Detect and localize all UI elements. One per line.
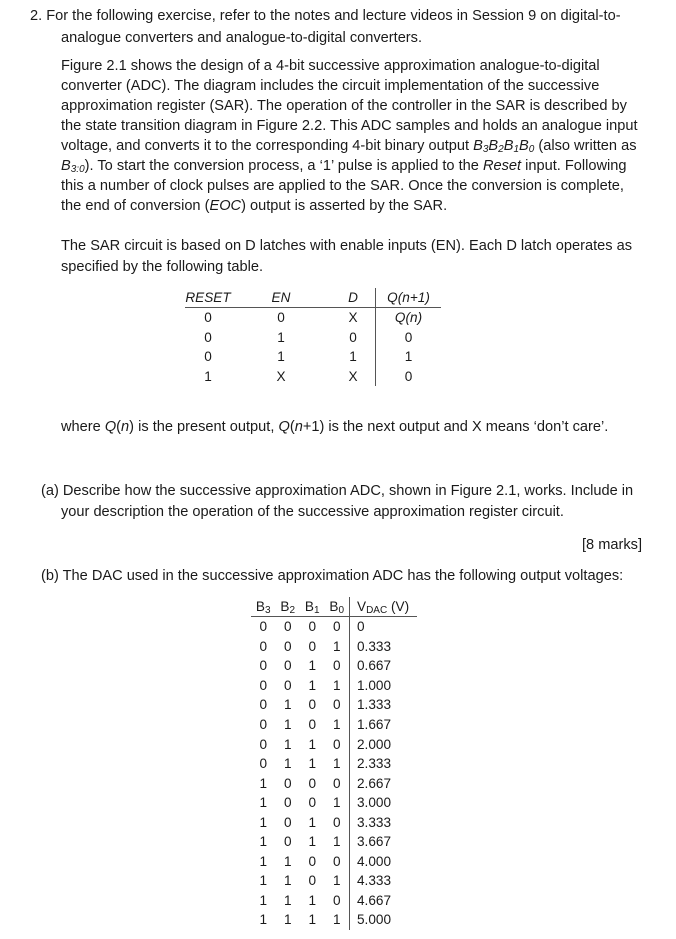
bit-cell: 0 [308, 873, 317, 889]
table-row [251, 871, 417, 891]
table-row [251, 793, 417, 813]
bit-cell: 1 [259, 853, 268, 869]
dac-body [251, 617, 417, 930]
intro-line: the end of conversion (EOC) output is asserted by the SAR. [61, 198, 448, 214]
table-row [251, 891, 417, 911]
bit-cell: 1 [332, 677, 341, 693]
bit-cell: 1 [308, 736, 317, 752]
latch-header: RESET [185, 288, 231, 308]
bit-cell: 0 [332, 775, 341, 791]
bit-cell: 1 [283, 912, 292, 928]
bit-cell: 0 [332, 697, 341, 713]
voltage-cell: 3.333 [350, 812, 418, 832]
bit-cell: 0 [259, 638, 268, 654]
bit-cell: 0 [332, 853, 341, 869]
bit-cell: 0 [283, 619, 292, 635]
intro-line: Figure 2.1 shows the design of a 4-bit successive approximation analogue-to-digital [61, 58, 600, 74]
d-latch-truth-table [185, 288, 441, 386]
bit-cell: 1 [332, 873, 341, 889]
bit-cell: 0 [259, 756, 268, 772]
bit-cell: 1 [308, 912, 317, 928]
bit-cell: 1 [259, 912, 268, 928]
table-row [251, 852, 417, 872]
table-row [251, 832, 417, 852]
bit-cell: 0 [308, 775, 317, 791]
dac-output-table [251, 597, 417, 930]
latch-intro-line: specified by the following table. [61, 259, 264, 275]
dac-header-b1: $B_1$ [300, 597, 325, 617]
latch-header: D [331, 288, 376, 308]
bit-cell: 0 [332, 814, 341, 830]
voltage-cell: 0 [350, 617, 418, 637]
bit-cell: 0 [283, 834, 292, 850]
part-b-line: (b) The DAC used in the successive approximation ADC has the following output voltages: [41, 568, 624, 584]
table-row [251, 812, 417, 832]
dac-header-vdac: $V_{DAC}$ (V) [350, 597, 418, 617]
bit-cell: 1 [308, 677, 317, 693]
question-number-line: 2. For the following exercise, refer to the notes and lecture videos in Session 9 on digital-to- [30, 8, 621, 24]
bit-cell: 0 [308, 638, 317, 654]
latch-header: EN [231, 288, 331, 308]
table-row [251, 773, 417, 793]
bus-b30: $B_{3:0}$ [61, 158, 85, 175]
dac-header-b2: $B_2$ [276, 597, 301, 617]
voltage-cell: 3.667 [350, 832, 418, 852]
bit-cell: 0 [259, 717, 268, 732]
latch-intro-line: The SAR circuit is based on D latches with enable inputs (EN). Each D latch operates as [61, 238, 633, 254]
table-row [251, 734, 417, 754]
bit-cell: 1 [259, 892, 268, 908]
bit-cell: 1 [283, 892, 292, 908]
bit-cell: 1 [308, 814, 317, 830]
bit-cell: 0 [283, 658, 292, 674]
table-row [251, 754, 417, 774]
intro-line: approximation register (SAR). The operation of the controller in the SAR is described by [61, 98, 627, 114]
bit-cell: 0 [332, 892, 341, 908]
bit-cell: 0 [332, 619, 341, 635]
bit-cell: 1 [332, 717, 341, 732]
table-row: 0 1 1 1 [185, 347, 441, 367]
bit-cell: 1 [283, 697, 292, 713]
bit-cell: 1 [283, 717, 292, 732]
bit-b3: $B_3B_2B_1B_0$ [473, 138, 535, 155]
voltage-cell: 1.667 [350, 715, 418, 735]
bit-cell: 1 [283, 873, 292, 889]
bit-cell: 0 [308, 853, 317, 869]
bit-cell: 0 [332, 736, 341, 752]
dac-header-row [251, 597, 417, 617]
bit-cell: 1 [332, 912, 341, 928]
table-row: 0 1 0 0 [185, 328, 441, 348]
bit-cell: 0 [259, 619, 268, 635]
bit-cell: 1 [259, 873, 268, 889]
bit-cell: 1 [259, 834, 268, 850]
table-row: 1 X X 0 [185, 367, 441, 387]
bit-cell: 1 [308, 658, 317, 674]
table-row [251, 637, 417, 657]
voltage-cell: 1.333 [350, 695, 418, 715]
bit-cell: 0 [283, 775, 292, 791]
table-row [251, 676, 417, 696]
intro-line: converter (ADC). The diagram includes the circuit implementation of the successive [61, 78, 600, 94]
voltage-cell: 0.667 [350, 656, 418, 676]
voltage-cell: 2.333 [350, 754, 418, 774]
bit-cell: 1 [283, 736, 292, 752]
where-line: where Q(n) is the present output, Q(n+1) is the next output and X means ‘don’t care’. [61, 419, 609, 435]
voltage-cell: 2.000 [350, 734, 418, 754]
bit-cell: 1 [259, 795, 268, 811]
voltage-cell: 4.000 [350, 852, 418, 872]
intro-line: this a number of clock pulses are applied to the SAR. Once the conversion is complete, [61, 178, 624, 194]
voltage-cell: 4.667 [350, 891, 418, 911]
voltage-cell: 3.000 [350, 793, 418, 813]
bit-cell: 0 [308, 619, 317, 635]
bit-cell: 1 [332, 834, 341, 850]
bit-cell: 1 [259, 775, 268, 791]
intro-line: the state transition diagram in Figure 2.2. This ADC samples and holds an analogue input [61, 118, 638, 134]
table-row [251, 617, 417, 637]
bit-cell: 0 [259, 658, 268, 674]
bit-cell: 1 [332, 795, 341, 811]
bit-cell: 0 [283, 814, 292, 830]
dac-header-b0: $B_0$ [325, 597, 350, 617]
table-row [251, 715, 417, 735]
bit-cell: 1 [332, 638, 341, 654]
bit-cell: 0 [308, 697, 317, 713]
bit-cell: 1 [308, 834, 317, 850]
bit-cell: 0 [283, 677, 292, 693]
bit-cell: 1 [283, 853, 292, 869]
bit-cell: 0 [259, 697, 268, 713]
bit-cell: 0 [283, 638, 292, 654]
bit-cell: 0 [332, 658, 341, 674]
part-a-line: your description the operation of the successive approximation register circuit. [61, 504, 564, 520]
dac-header-b3: $B_3$ [251, 597, 276, 617]
voltage-cell: 5.000 [350, 910, 418, 930]
intro-line: voltage, and converts it to the corresponding 4-bit binary output $B_3B_2B_1B_0$ (also written as [61, 138, 637, 155]
voltage-cell: 0.333 [350, 637, 418, 657]
bit-cell: 0 [259, 736, 268, 752]
table-row [251, 695, 417, 715]
latch-header-row [185, 288, 441, 308]
bit-cell: 0 [308, 717, 317, 732]
voltage-cell: 4.333 [350, 871, 418, 891]
table-row [251, 910, 417, 930]
bit-cell: 1 [308, 756, 317, 772]
bit-cell: 0 [259, 677, 268, 693]
bit-cell: 1 [283, 756, 292, 772]
table-row [251, 656, 417, 676]
voltage-cell: 1.000 [350, 676, 418, 696]
intro-line: $B_{3:0}$). To start the conversion process, a ‘1’ pulse is applied to the Reset input. Following [61, 158, 627, 175]
table-row: 0 0 X Q(n) [185, 308, 441, 328]
bit-cell: 1 [308, 892, 317, 908]
marks-label: [8 marks] [582, 537, 643, 553]
bit-cell: 0 [283, 795, 292, 811]
bit-cell: 1 [332, 756, 341, 772]
bit-cell: 1 [259, 814, 268, 830]
question-line-2: analogue converters and analogue-to-digital converters. [61, 30, 423, 46]
latch-header: Q(n+1) [376, 288, 442, 308]
intro-paragraph [61, 56, 661, 216]
bit-cell: 0 [308, 795, 317, 811]
part-a-line: (a) Describe how the successive approximation ADC, shown in Figure 2.1, works. Include in [41, 483, 634, 499]
voltage-cell: 2.667 [350, 773, 418, 793]
